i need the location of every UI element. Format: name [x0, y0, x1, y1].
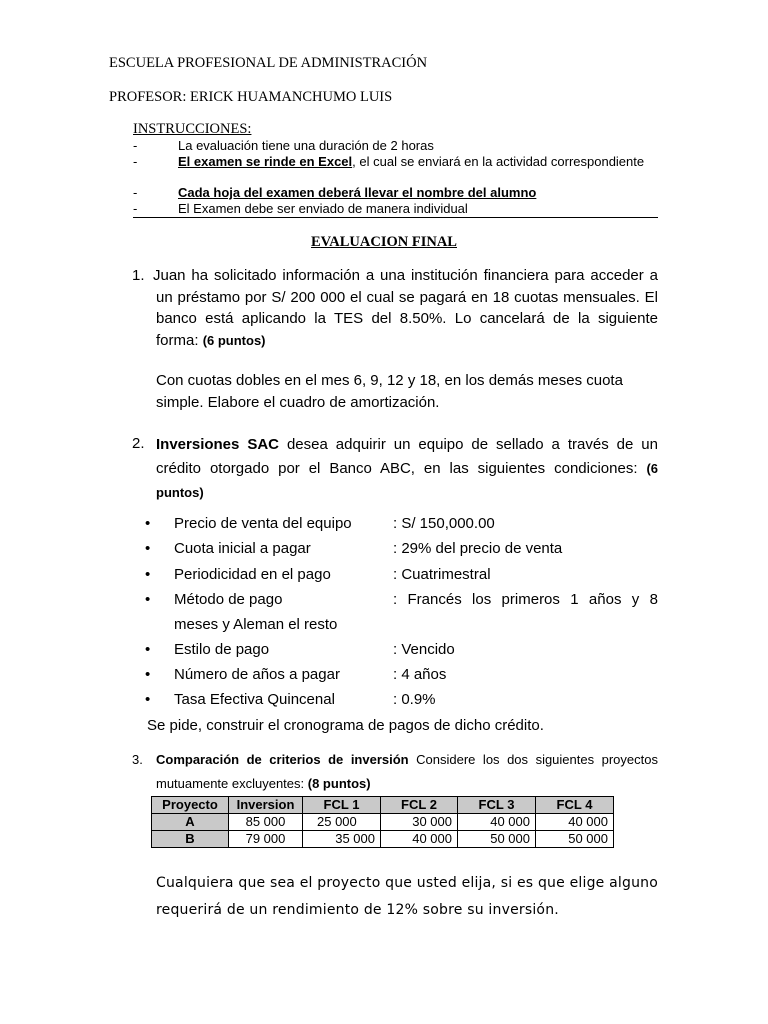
table-cell: 40 000: [458, 814, 536, 831]
condition-label: Número de años a pagar: [174, 666, 340, 683]
school-name: ESCUELA PROFESIONAL DE ADMINISTRACIÓN: [109, 55, 428, 71]
divider: [133, 217, 658, 218]
condition-label: Cuota inicial a pagar: [174, 540, 311, 557]
condition-row: [145, 538, 658, 563]
instruction-item-3: [133, 185, 658, 200]
bullet-icon: •: [145, 540, 151, 557]
table-cell: 40 000: [536, 814, 614, 831]
table-cell: 79 000: [229, 831, 303, 848]
bullet-icon: •: [145, 566, 151, 583]
condition-label: meses y Aleman el resto: [174, 616, 338, 633]
q2-request: Se pide, construir el cronograma de pagos de dicho crédito.: [147, 717, 544, 734]
table-cell: B: [152, 831, 229, 848]
condition-row: [145, 664, 658, 689]
bullet-icon: •: [145, 641, 151, 658]
q1-body: Juan ha solicitado información a una institución financiera para acceder a un préstamo por S/ 200 000 el cual se pagará en 18 cuotas mensuales. El banco está aplicando la TES del 8.50%. Lo cancelará de la siguiente forma:: [153, 267, 658, 349]
instruction-text: La evaluación tiene una duración de 2 horas: [178, 138, 434, 153]
condition-row: [145, 639, 658, 664]
table-header-cell: Proyecto: [152, 797, 229, 814]
q2-text: [156, 433, 658, 505]
q2-number: 2.: [132, 435, 145, 452]
exam-title: EVALUACION FINAL: [311, 234, 457, 250]
q1-text-2: Con cuotas dobles en el mes 6, 9, 12 y 18, en los demás meses cuota simple. Elabore el cuadro de amortización.: [156, 372, 623, 411]
table-header-cell: FCL 1: [303, 797, 381, 814]
table-header-cell: Inversion: [229, 797, 303, 814]
condition-value: : S/ 150,000.00: [393, 515, 495, 532]
q3-number: 3.: [132, 752, 143, 767]
condition-value: : Vencido: [393, 641, 455, 658]
table-cell: 85 000: [229, 814, 303, 831]
q3-closing: Cualquiera que sea el proyecto que usted elija, si es que elige alguno requerirá de un rendimiento de 12% sobre su inversión.: [156, 875, 658, 918]
table-cell: 25 000: [303, 814, 381, 831]
condition-value: : Francés los primeros 1 años y 8: [393, 591, 658, 608]
q3-body: Considere los dos siguientes proyectos mutuamente excluyentes:: [156, 752, 658, 791]
bullet-icon: •: [145, 666, 151, 683]
condition-row: [145, 513, 658, 538]
instructions-title: INSTRUCCIONES:: [133, 121, 252, 137]
condition-label: Precio de venta del equipo: [174, 515, 352, 532]
q1-points: (6 puntos): [202, 332, 266, 348]
table-cell: 35 000: [303, 831, 381, 848]
condition-label: Estilo de pago: [174, 641, 270, 658]
table-header-cell: FCL 3: [458, 797, 536, 814]
condition-row: [145, 589, 658, 614]
instruction-text: Cada hoja del examen deberá llevar el nombre del alumno: [178, 185, 537, 200]
table-cell: 50 000: [536, 831, 614, 848]
condition-value: : 29% del precio de venta: [393, 540, 563, 557]
condition-label: Periodicidad en el pago: [174, 566, 331, 583]
dash-marker: -: [133, 185, 138, 200]
instruction-text: [178, 154, 658, 169]
table-header-row: [152, 797, 614, 814]
q1-text: [153, 265, 658, 351]
condition-row: [145, 564, 658, 589]
table-header-cell: FCL 2: [381, 797, 458, 814]
instruction-text: El Examen debe ser enviado de manera individual: [178, 201, 468, 216]
table-cell: A: [152, 814, 229, 831]
table-cell: 50 000: [458, 831, 536, 848]
table-row: [152, 831, 614, 848]
table-cell: 40 000: [381, 831, 458, 848]
dash-marker: -: [133, 138, 138, 153]
table-cell: 30 000: [381, 814, 458, 831]
table-row: [152, 814, 614, 831]
instruction-item-4: [133, 201, 658, 216]
dash-marker: -: [133, 201, 138, 216]
q2-company: Inversiones SAC: [156, 436, 279, 453]
bullet-icon: •: [145, 515, 151, 532]
instruction-rest: , el cual se enviará en la actividad correspondiente: [352, 154, 645, 169]
q3-points: (8 puntos): [307, 776, 371, 791]
bullet-icon: •: [145, 691, 151, 708]
q2-points: (6 puntos): [156, 461, 658, 500]
condition-label: Tasa Efectiva Quincenal: [174, 691, 335, 708]
q3-title: Comparación de criterios de inversión: [156, 752, 409, 767]
condition-value: : 0.9%: [393, 691, 436, 708]
professor-name: PROFESOR: ERICK HUAMANCHUMO LUIS: [109, 89, 393, 105]
condition-row: [145, 689, 658, 714]
condition-value: : 4 años: [393, 666, 447, 683]
table-header-cell: FCL 4: [536, 797, 614, 814]
bullet-icon: •: [145, 591, 151, 608]
instruction-item-1: [133, 138, 658, 153]
q3-text: [156, 748, 658, 796]
q1-number: 1.: [132, 267, 145, 284]
projects-table: [151, 796, 614, 848]
condition-continuation: [145, 614, 658, 639]
instruction-item-2: [133, 154, 658, 184]
instruction-bold: El examen se rinde en Excel: [178, 154, 353, 169]
dash-marker: -: [133, 154, 138, 169]
condition-label: Método de pago: [174, 591, 283, 608]
q2-body: desea adquirir un equipo de sellado a través de un crédito otorgado por el Banco ABC, en las siguientes condiciones:: [156, 436, 658, 477]
condition-value: : Cuatrimestral: [393, 566, 491, 583]
